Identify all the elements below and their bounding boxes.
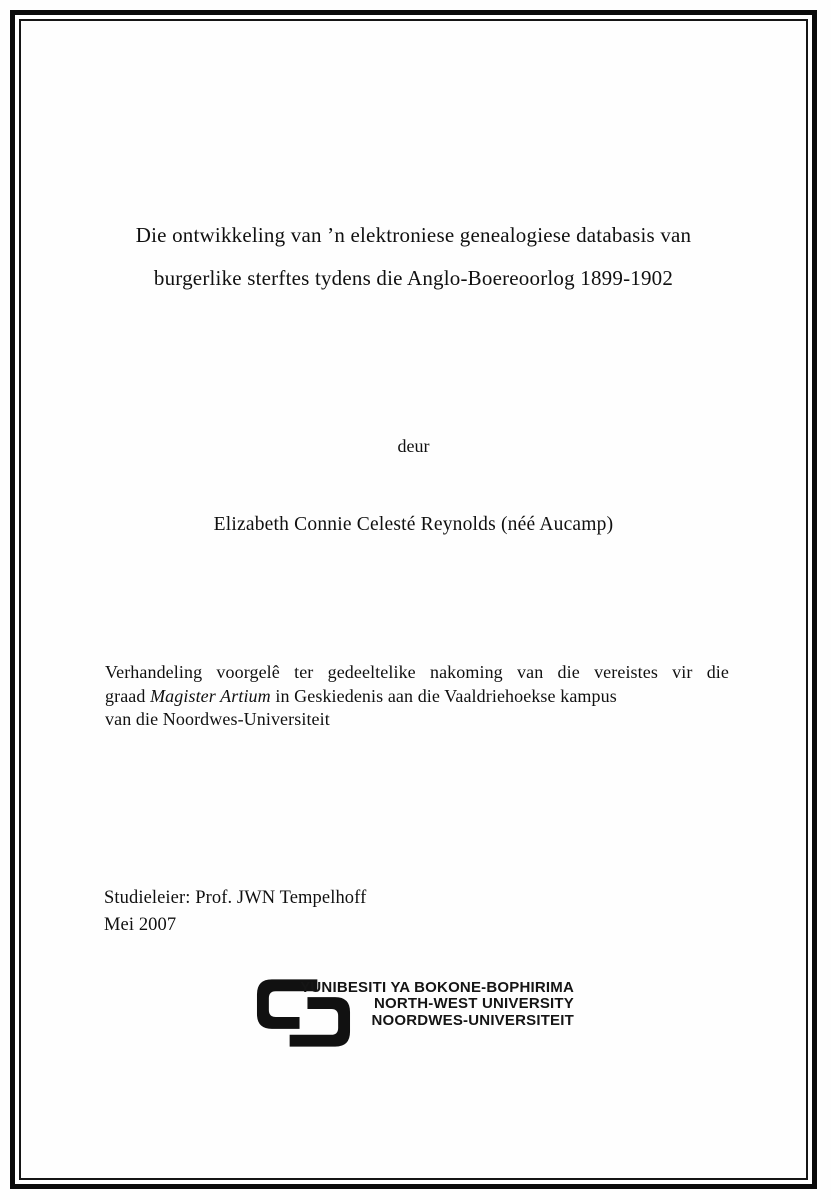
thesis-title-line2: burgerlike sterftes tydens die Anglo-Boereoorlog 1899-1902 [153, 266, 674, 290]
supervisor-line: Studieleier: Prof. JWN Tempelhoff [104, 888, 367, 908]
university-logo-text [300, 980, 574, 1029]
date-line: Mei 2007 [104, 915, 177, 935]
supervisor-block [104, 885, 366, 939]
university-name-afrikaans: NOORDWES-UNIVERSITEIT [371, 1011, 574, 1029]
thesis-title-line1: Die ontwikkeling van ’n elektroniese genealogiese databasis van [135, 223, 692, 247]
university-name-english: NORTH-WEST UNIVERSITY [373, 995, 574, 1013]
degree-name-italic: Magister Artium [150, 685, 271, 706]
degree-statement-line1: Verhandeling voorgelê ter gedeeltelike nakoming van die vereistes vir die [105, 662, 729, 682]
degree-statement [105, 661, 729, 732]
degree-statement-line2 [105, 685, 729, 709]
university-name-setswana: YUNIBESITI YA BOKONE-BOPHIRIMA [300, 979, 574, 996]
byline: deur [397, 436, 430, 456]
degree-statement-line3: van die Noordwes-Universiteit [105, 709, 330, 730]
author-name: Elizabeth Connie Celesté Reynolds (néé Aucamp) [213, 514, 614, 535]
degree-statement-line2-pre: graad [105, 685, 151, 706]
degree-statement-line2-post: in Geskiedenis aan die Vaaldriehoekse kampus [270, 685, 617, 706]
thesis-title [40, 214, 787, 300]
